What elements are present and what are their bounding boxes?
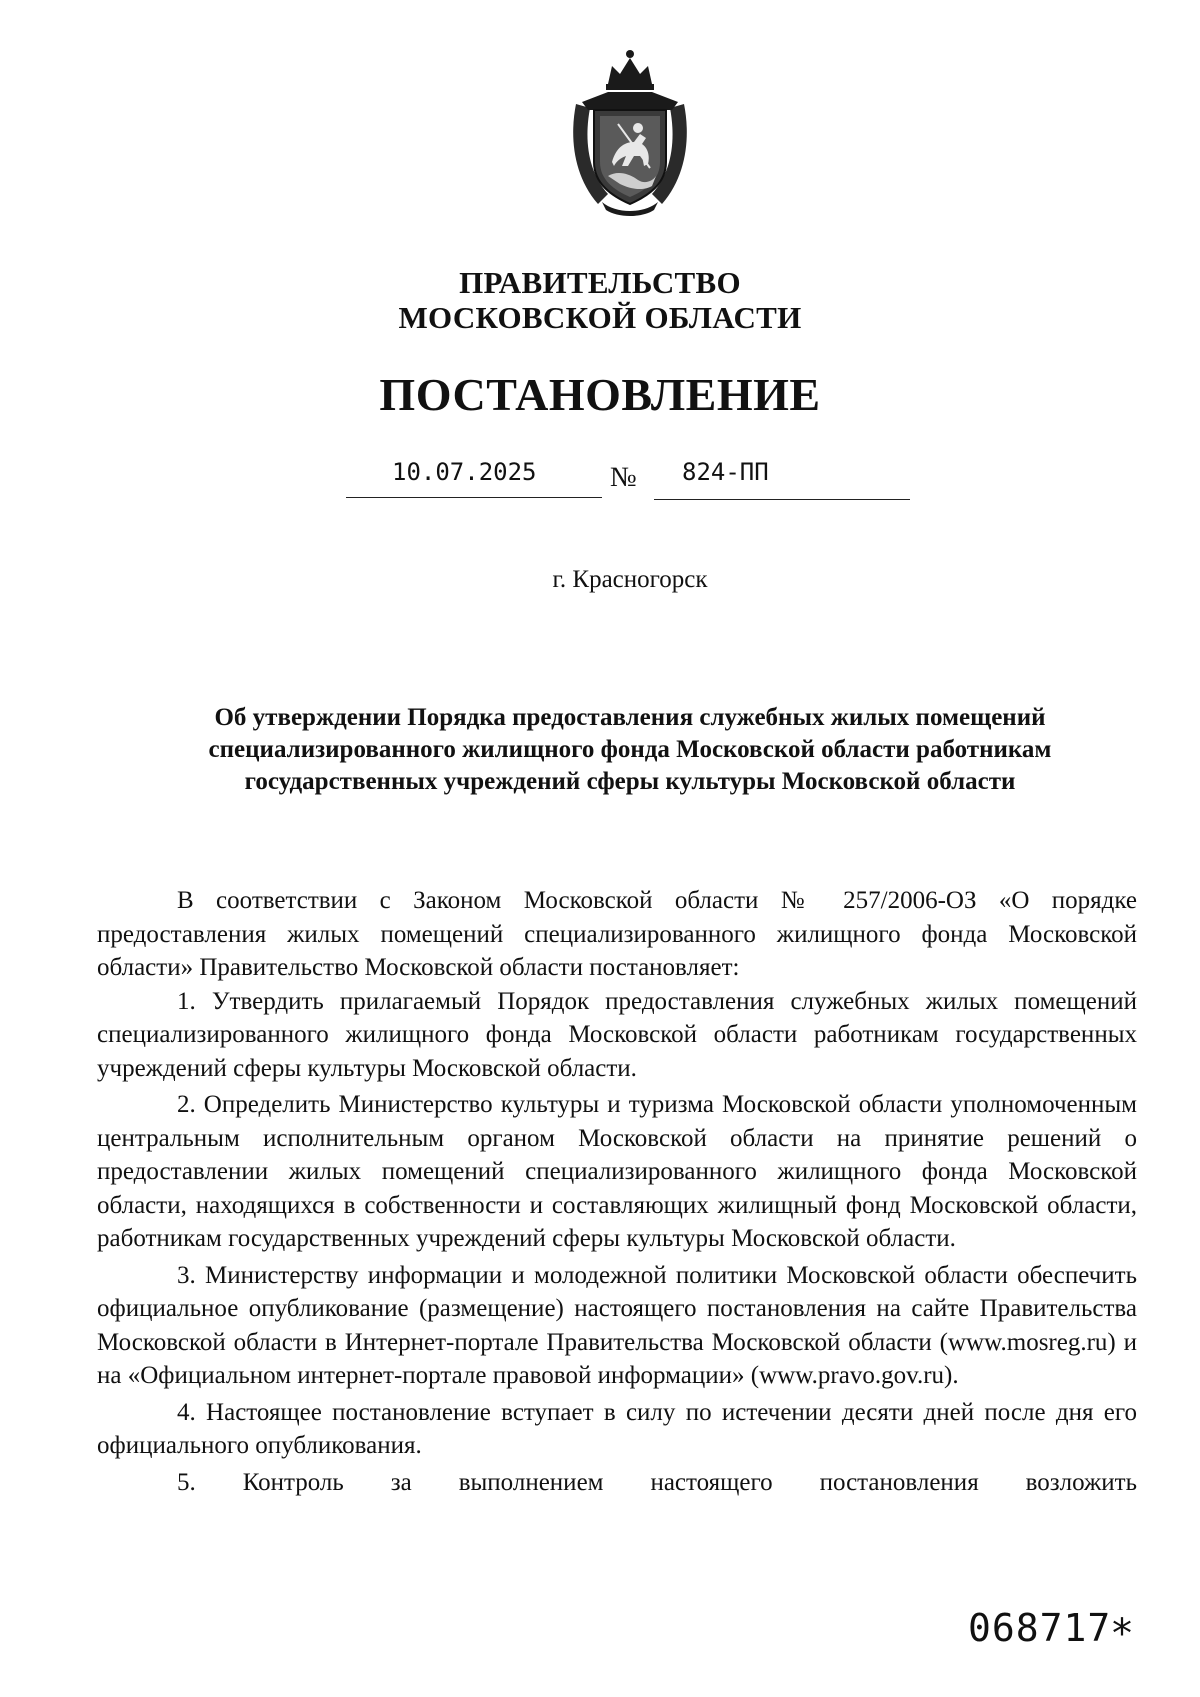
preamble-paragraph: В соответствии с Законом Московской области № 257/2006-ОЗ «О порядке предоставления жилых помещений специализированного жилищного фонда Московской области» Правительство Московской области постановляет: [97,887,1137,981]
clause-2-paragraph: 2. Определить Министерство культуры и туризма Московской области уполномоченным центральным исполнительным органом Московской области на принятие решений о предоставлении жилых помещений специализированного жилищного фонда Московской области, находящихся в собственности и составляющих жилищный фонд Московской области, работникам государственных учреждений сферы культуры Московской области. [97,1091,1137,1252]
date-underline [346,497,602,498]
number-sign: № [610,462,637,493]
clause-3-paragraph: 3. Министерству информации и молодежной политики Московской области обеспечить официальное опубликование (размещение) настоящего постановления на сайте Правительства Московской области в Интернет-портале Правительства Московской области (www.mosreg.ru) и на «Официальном интернет-портале правовой информации» (www.pravo.gov.ru). [97,1261,1137,1389]
serial-asterisk-mark: * [1112,1611,1132,1657]
document-type-heading: ПОСТАНОВЛЕНИЕ [379,369,821,420]
document-number: 824-ПП [682,458,769,486]
government-name-line-1: ПРАВИТЕЛЬСТВО [459,265,741,300]
document-body [97,884,1137,1499]
document-place: г. Красногорск [552,566,708,593]
government-name-line-2: МОСКОВСКОЙ ОБЛАСТИ [398,300,802,335]
moscow-oblast-coat-of-arms-icon [568,44,692,216]
document-date: 10.07.2025 [392,458,537,486]
clause-1-paragraph: 1. Утвердить прилагаемый Порядок предоставления служебных жилых помещений специализированного жилищного фонда Московской области работникам государственных учреждений сферы культуры Московской области. [97,987,1137,1082]
number-underline [654,499,910,500]
clause-4-paragraph: 4. Настоящее постановление вступает в силу по истечении десяти дней после дня его официального опубликования. [97,1398,1137,1459]
clause-5-paragraph: 5. Контроль за выполнением настоящего постановления возложить [177,1468,1137,1496]
document-title: Об утверждении Порядка предоставления служебных жилых помещений специализированного жилищного фонда Московской области работникам государственных учреждений сферы культуры Московской области [208,704,1052,795]
serial-number: 068717 [968,1606,1112,1650]
